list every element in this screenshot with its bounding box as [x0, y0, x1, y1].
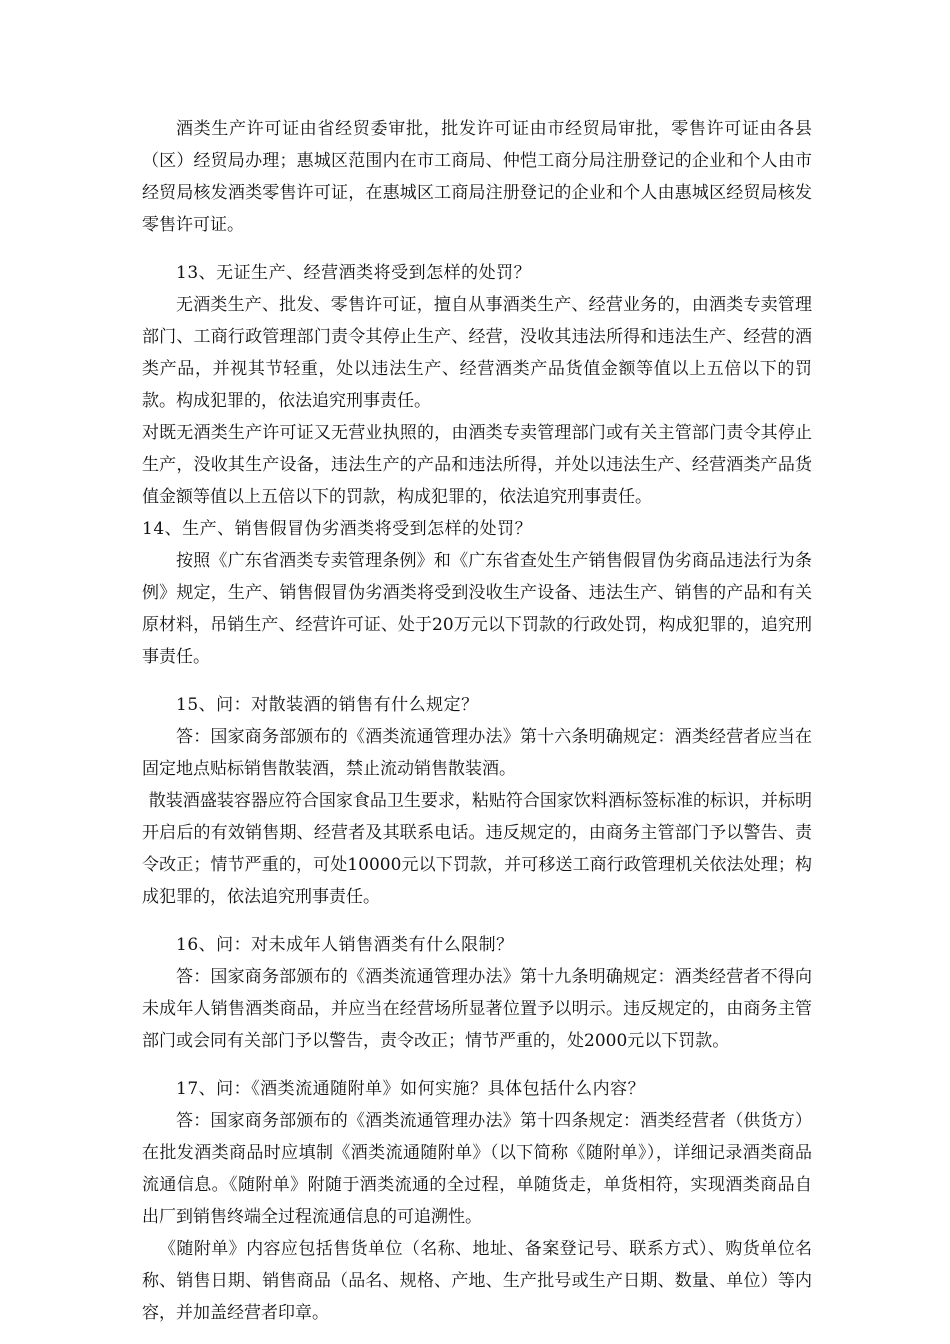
spacer — [142, 1057, 812, 1073]
document-page — [142, 113, 812, 1329]
question-14: 14、生产、销售假冒伪劣酒类将受到怎样的处罚？ — [142, 519, 533, 539]
paragraph-licensing: 酒类生产许可证由省经贸委审批，批发许可证由市经贸局审批，零售许可证由各县（区）经贸局办理；惠城区范围内在市工商局、仲恺工商分局注册登记的企业和个人由市经贸局核发酒类零售许可证，在惠城区工商局注册登记的企业和个人由惠城区经贸局核发零售许可证。 — [142, 119, 812, 235]
question-15: 15、问：对散装酒的销售有什么规定？ — [176, 695, 479, 715]
question-16: 16、问：对未成年人销售酒类有什么限制？ — [176, 935, 514, 955]
answer-17-part1: 答：国家商务部颁布的《酒类流通管理办法》第十四条规定：酒类经营者（供货方）在批发酒类商品时应填制《酒类流通随附单》（以下简称《随附单》），详细记录酒类商品流通信息。《随附单》附随于酒类流通的全过程，单随货走，单货相符，实现酒类商品自出厂到销售终端全过程流通信息的可追溯性。 — [142, 1111, 812, 1227]
answer-16: 答：国家商务部颁布的《酒类流通管理办法》第十九条明确规定：酒类经营者不得向未成年人销售酒类商品，并应当在经营场所显著位置予以明示。违反规定的，由商务主管部门或会同有关部门予以警告，责令改正；情节严重的，处2000元以下罚款。 — [142, 967, 812, 1051]
spacer — [142, 673, 812, 689]
answer-17-part2: 《随附单》内容应包括售货单位（名称、地址、备案登记号、联系方式）、购货单位名称、销售日期、销售商品（品名、规格、产地、生产批号或生产日期、数量、单位）等内容，并加盖经营者印章。 — [142, 1239, 812, 1323]
answer-13-part1: 无酒类生产、批发、零售许可证，擅自从事酒类生产、经营业务的，由酒类专卖管理部门、工商行政管理部门责令其停止生产、经营，没收其违法所得和违法生产、经营的酒类产品，并视其节轻重，处以违法生产、经营酒类产品货值金额等值以上五倍以下的罚款。构成犯罪的，依法追究刑事责任。 — [142, 295, 812, 411]
question-13: 13、无证生产、经营酒类将受到怎样的处罚？ — [176, 263, 532, 283]
answer-15-part1: 答：国家商务部颁布的《酒类流通管理办法》第十六条明确规定：酒类经营者应当在固定地点贴标销售散装酒，禁止流动销售散装酒。 — [142, 727, 812, 779]
question-17: 17、问：《酒类流通随附单》如何实施？具体包括什么内容？ — [176, 1079, 646, 1099]
spacer — [142, 913, 812, 929]
answer-15-part2: 散装酒盛装容器应符合国家食品卫生要求，粘贴符合国家饮料酒标签标准的标识，并标明开启后的有效销售期、经营者及其联系电话。违反规定的，由商务主管部门予以警告、责令改正；情节严重的，可处10000元以下罚款，并可移送工商行政管理机关依法处理；构成犯罪的，依法追究刑事责任。 — [142, 791, 812, 907]
answer-14: 按照《广东省酒类专卖管理条例》和《广东省查处生产销售假冒伪劣商品违法行为条例》规定，生产、销售假冒伪劣酒类将受到没收生产设备、违法生产、销售的产品和有关原材料，吊销生产、经营许可证、处于20万元以下罚款的行政处罚，构成犯罪的，追究刑事责任。 — [142, 551, 812, 667]
answer-13-part2: 对既无酒类生产许可证又无营业执照的，由酒类专卖管理部门或有关主管部门责令其停止生产，没收其生产设备，违法生产的产品和违法所得，并处以违法生产、经营酒类产品货值金额等值以上五倍以下的罚款，构成犯罪的，依法追究刑事责任。 — [142, 423, 812, 507]
spacer — [142, 241, 812, 257]
